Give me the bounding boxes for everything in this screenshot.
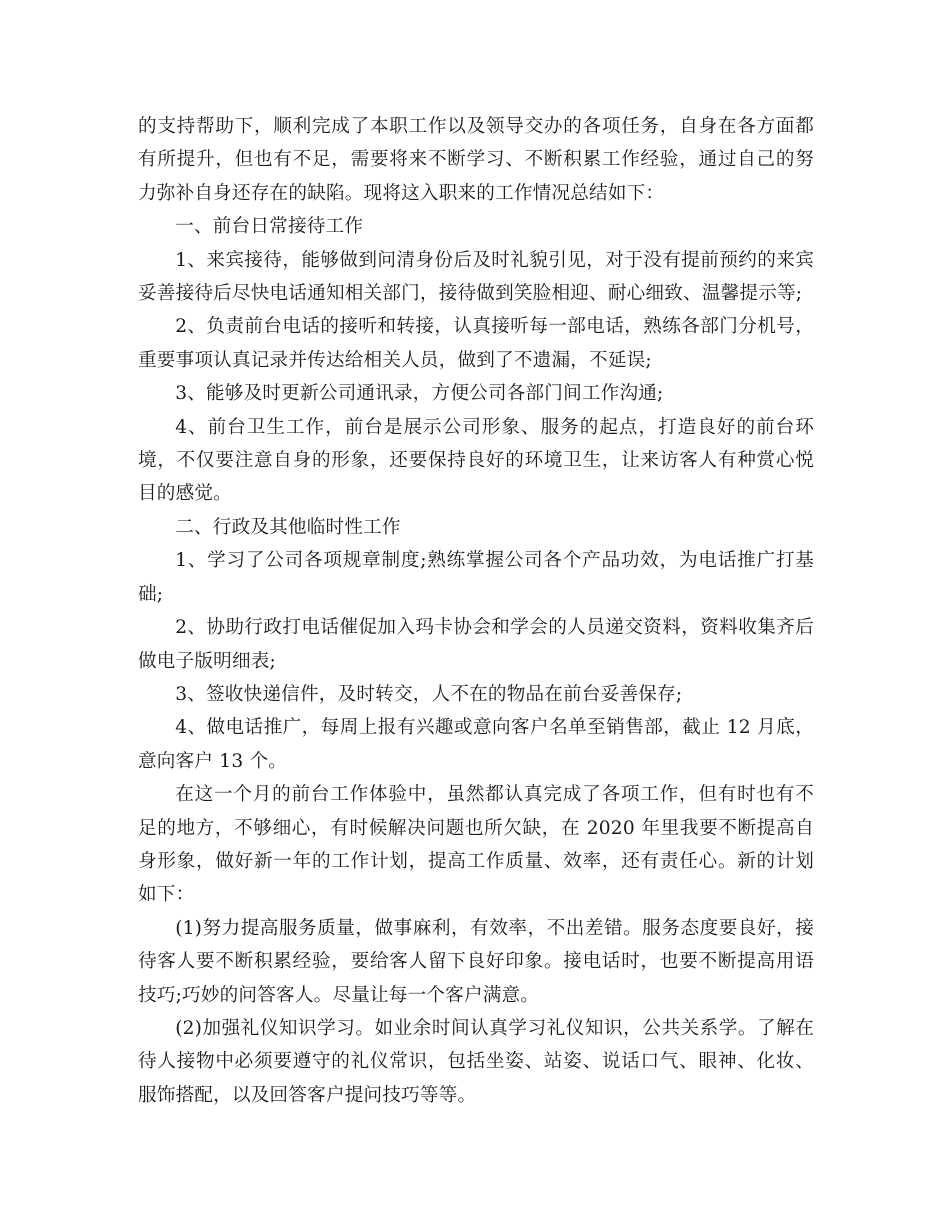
section-heading-admin: 二、行政及其他临时性工作 bbox=[175, 516, 401, 538]
paragraph-admin-1: 1、学习了公司各项规章制度;熟练掌握公司各个产品功效，为电话推广打基础; bbox=[138, 550, 814, 605]
section-heading-reception: 一、前台日常接待工作 bbox=[175, 216, 364, 238]
paragraph-reception-1: 1、来宾接待，能够做到问清身份后及时礼貌引见，对于没有提前预约的来宾妥善接待后尽快电话通知相关部门，接待做到笑脸相迎、耐心细致、温馨提示等; bbox=[138, 249, 814, 305]
paragraph-plan-2: (2)加强礼仪知识学习。如业余时间认真学习礼仪知识，公共关系学。了解在待人接物中必须要遵守的礼仪常识，包括坐姿、站姿、说话口气、眼神、化妆、服饰搭配，以及回答客户提问技巧等等。 bbox=[138, 1017, 814, 1106]
paragraph-reception-4: 4、前台卫生工作，前台是展示公司形象、服务的起点，打造良好的前台环境，不仅要注意自身的形象，还要保持良好的环境卫生，让来访客人有种赏心悦目的感觉。 bbox=[138, 416, 814, 505]
paragraph-intro-continuation: 的支持帮助下，顺利完成了本职工作以及领导交办的各项任务，自身在各方面都有所提升，但也有不足，需要将来不断学习、不断积累工作经验，通过自己的努力弥补自身还存在的缺陷。现将这入职来的工作情况总结如下： bbox=[138, 116, 814, 204]
paragraph-admin-3: 3、签收快递信件，及时转交，人不在的物品在前台妥善保存; bbox=[175, 683, 683, 705]
paragraph-reception-3: 3、能够及时更新公司通讯录，方便公司各部门间工作沟通; bbox=[175, 383, 664, 405]
paragraph-admin-4: 4、做电话推广，每周上报有兴趣或意向客户名单至销售部，截止 12 月底，意向客户 13 个。 bbox=[138, 717, 814, 772]
paragraph-plan-1: (1)努力提高服务质量，做事麻利，有效率，不出差错。服务态度要良好，接待客人要不断积累经验，要给客人留下良好印象。接电话时，也要不断提高用语技巧;巧妙的问答客人。尽量让每一个客户满意。 bbox=[138, 917, 814, 1006]
paragraph-admin-2: 2、协助行政打电话催促加入玛卡协会和学会的人员递交资料，资料收集齐后做电子版明细表; bbox=[138, 617, 814, 672]
paragraph-reflection: 在这一个月的前台工作体验中，虽然都认真完成了各项工作，但有时也有不足的地方，不够细心，有时候解决问题也所欠缺，在 2020 年里我要不断提高自身形象，做好新一年的工作计划，提高工作质量、效率，还有责任心。新的计划如下： bbox=[138, 784, 814, 906]
paragraph-reception-2: 2、负责前台电话的接听和转接，认真接听每一部电话，熟练各部门分机号，重要事项认真记录并传达给相关人员，做到了不遗漏，不延误; bbox=[138, 316, 814, 371]
document-body bbox=[138, 110, 814, 1112]
